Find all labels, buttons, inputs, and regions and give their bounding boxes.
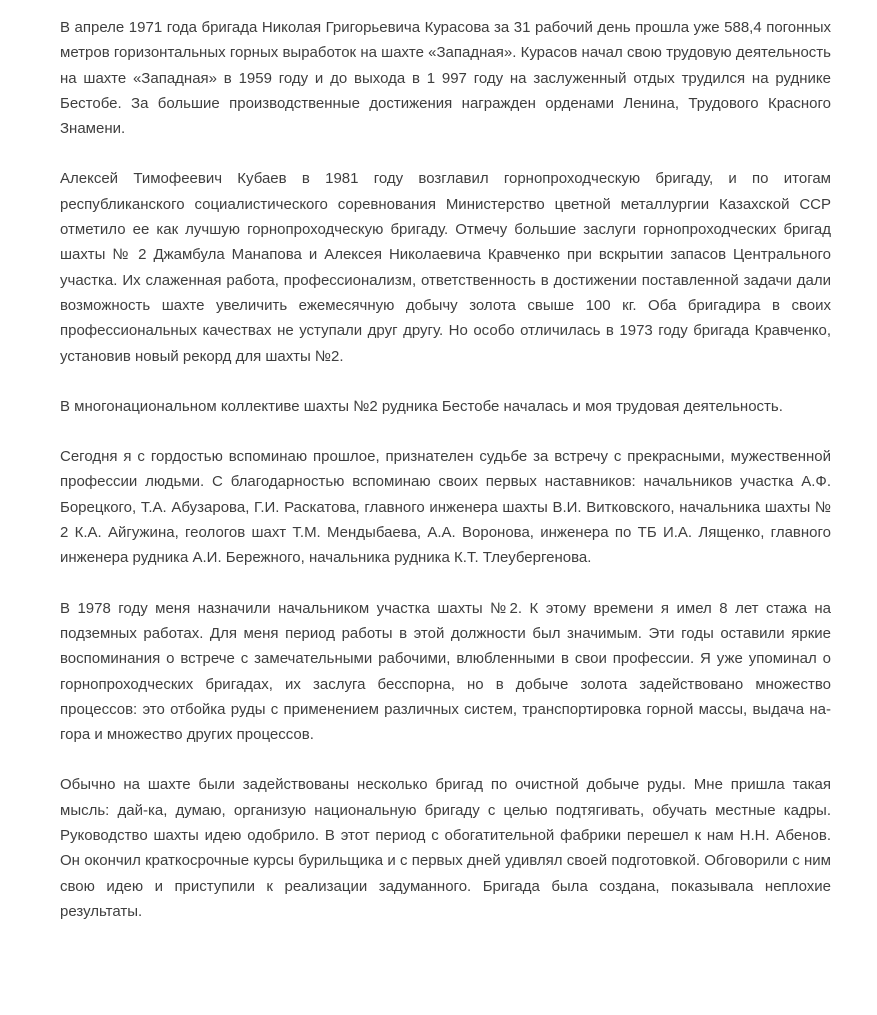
paragraph-kubaev: Алексей Тимофеевич Кубаев в 1981 году возглавил горнопроходческую бригаду, и по итогам республиканского социалистического соревнования Министерство цветной металлургии Казахской ССР отметило ее как лучшую горнопроходческую бригаду. Отмечу большие заслуги горнопроходческих бригад шахты № 2 Джамбула Манапова и Алексея Николаевича Кравченко при вскрытии запасов Центрального участка. Их слаженная работа, профессионализм, ответственность в достижении поставленной задачи дали возможность шахте увеличить ежемесячную добычу золота свыше 100 кг. Оба бригадира в своих профессиональных качествах не уступали друг другу. Но особо отличилась в 1973 году бригада Кравченко, установив новый рекорд для шахты №2. bbox=[60, 170, 831, 365]
paragraph-kurasov: В апреле 1971 года бригада Николая Григорьевича Курасова за 31 рабочий день прошла уже 588,4 погонных метров горизонтальных горных выработок на шахте «Западная». Курасов начал свою трудовую деятельность на шахте «Западная» в 1959 году и до выхода в 1 997 году на заслуженный отдых трудился на руднике Бестобе. За большие производственные достижения награжден орденами Ленина, Трудового Красного Знамени. bbox=[60, 19, 831, 138]
article-body bbox=[60, 15, 831, 924]
paragraph-national-brigade: Обычно на шахте были задействованы несколько бригад по очистной добыче руды. Мне пришла такая мысль: дай-ка, думаю, организую национальную бригаду с целью подтягивать, обучать местные кадры. Руководство шахты идею одобрило. В этот период с обогатительной фабрики перешел к нам Н.Н. Абенов. Он окончил краткосрочные курсы бурильщика и с первых дней удивлял своей подготовкой. Обговорили с ним свою идею и приступили к реализации задуманного. Бригада была создана, показывала неплохие результаты. bbox=[60, 776, 831, 920]
paragraph-section-chief: В 1978 году меня назначили начальником участка шахты №2. К этому времени я имел 8 лет стажа на подземных работах. Для меня период работы в этой должности был значимым. Эти годы оставили яркие воспоминания о встрече с замечательными рабочими, влюбленными в свои профессии. Я уже упоминал о горнопроходческих бригадах, их заслуга бесспорна, но в добыче золота задействовано множество процессов: это отбойка руды с применением различных систем, транспортировка горной массы, выдача на-гора и множество других процессов. bbox=[60, 599, 831, 744]
paragraph-mentors: Сегодня я с гордостью вспоминаю прошлое, признателен судьбе за встречу с прекрасными, мужественной профессии людьми. С благодарностью вспоминаю своих первых наставников: начальников участка А.Ф. Борецкого, Т.А. Абузарова, Г.И. Раскатова, главного инженера шахты В.И. Витковского, начальника шахты № 2 К.А. Айгужина, геологов шахт Т.М. Мендыбаева, А.А. Воронова, инженера по ТБ И.А. Лященко, главного инженера рудника А.И. Бережного, начальника рудника К.Т. Тлеубергенова. bbox=[60, 448, 831, 567]
paragraph-collective: В многонациональном коллективе шахты №2 рудника Бестобе началась и моя трудовая деятельность. bbox=[60, 397, 783, 415]
